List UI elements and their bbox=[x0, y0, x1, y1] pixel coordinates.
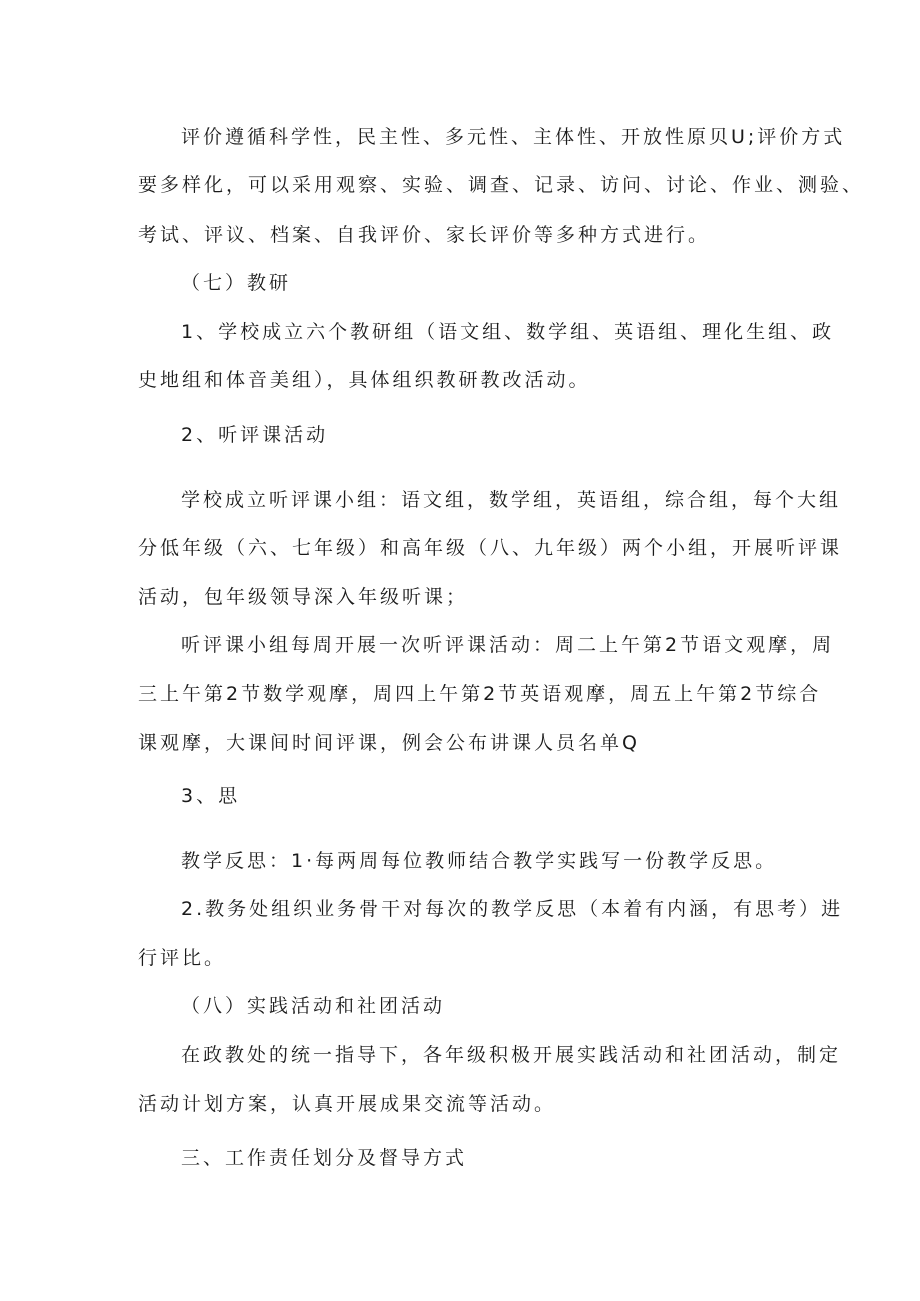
text-line: 活动，包年级领导深入年级听课； bbox=[138, 586, 469, 608]
subsection-heading: 2、听评课活动 bbox=[181, 424, 329, 446]
text-line: 在政教处的统一指导下，各年级积极开展实践活动和社团活动，制定 bbox=[181, 1044, 842, 1066]
text-line: 行评比。 bbox=[138, 947, 227, 969]
text-line: 分低年级（六、七年级）和高年级（八、九年级）两个小组，开展听评课 bbox=[138, 537, 843, 559]
text-line: 要多样化，可以采用观察、实验、调查、记录、访问、讨论、作业、测验、 bbox=[138, 174, 865, 196]
chapter-heading: 三、工作责任划分及督导方式 bbox=[181, 1147, 468, 1169]
text-line: 评价遵循科学性，民主性、多元性、主体性、开放性原贝U;评价方式 bbox=[181, 126, 846, 148]
text-line: 课观摩，大课间时间评课，例会公布讲课人员名单Q bbox=[138, 732, 640, 754]
subsection-heading: 3、思 bbox=[181, 785, 241, 807]
text-line: 1、学校成立六个教研组（语文组、数学组、英语组、理化生组、政 bbox=[181, 321, 835, 343]
text-line: 史地组和体音美组），具体组织教研教改活动。 bbox=[138, 369, 591, 391]
text-line: 教学反思：1·每两周每位教师结合教学实践写一份教学反思。 bbox=[181, 850, 778, 872]
text-line: 三上午第2节数学观摩，周四上午第2节英语观摩，周五上午第2节综合 bbox=[138, 683, 822, 705]
text-line: 考试、评议、档案、自我评价、家长评价等多种方式进行。 bbox=[138, 224, 711, 246]
text-line: 活动计划方案，认真开展成果交流等活动。 bbox=[138, 1093, 557, 1115]
text-line: 2.教务处组织业务骨干对每次的教学反思（本着有内涵，有思考）进 bbox=[181, 898, 844, 920]
text-line: 听评课小组每周开展一次听评课活动：周二上午第2节语文观摩，周 bbox=[181, 634, 835, 656]
text-line: 学校成立听评课小组：语文组，数学组，英语组，综合组，每个大组 bbox=[181, 489, 842, 511]
section-heading: （七）教研 bbox=[181, 272, 292, 294]
section-heading: （八）实践活动和社团活动 bbox=[181, 995, 446, 1017]
